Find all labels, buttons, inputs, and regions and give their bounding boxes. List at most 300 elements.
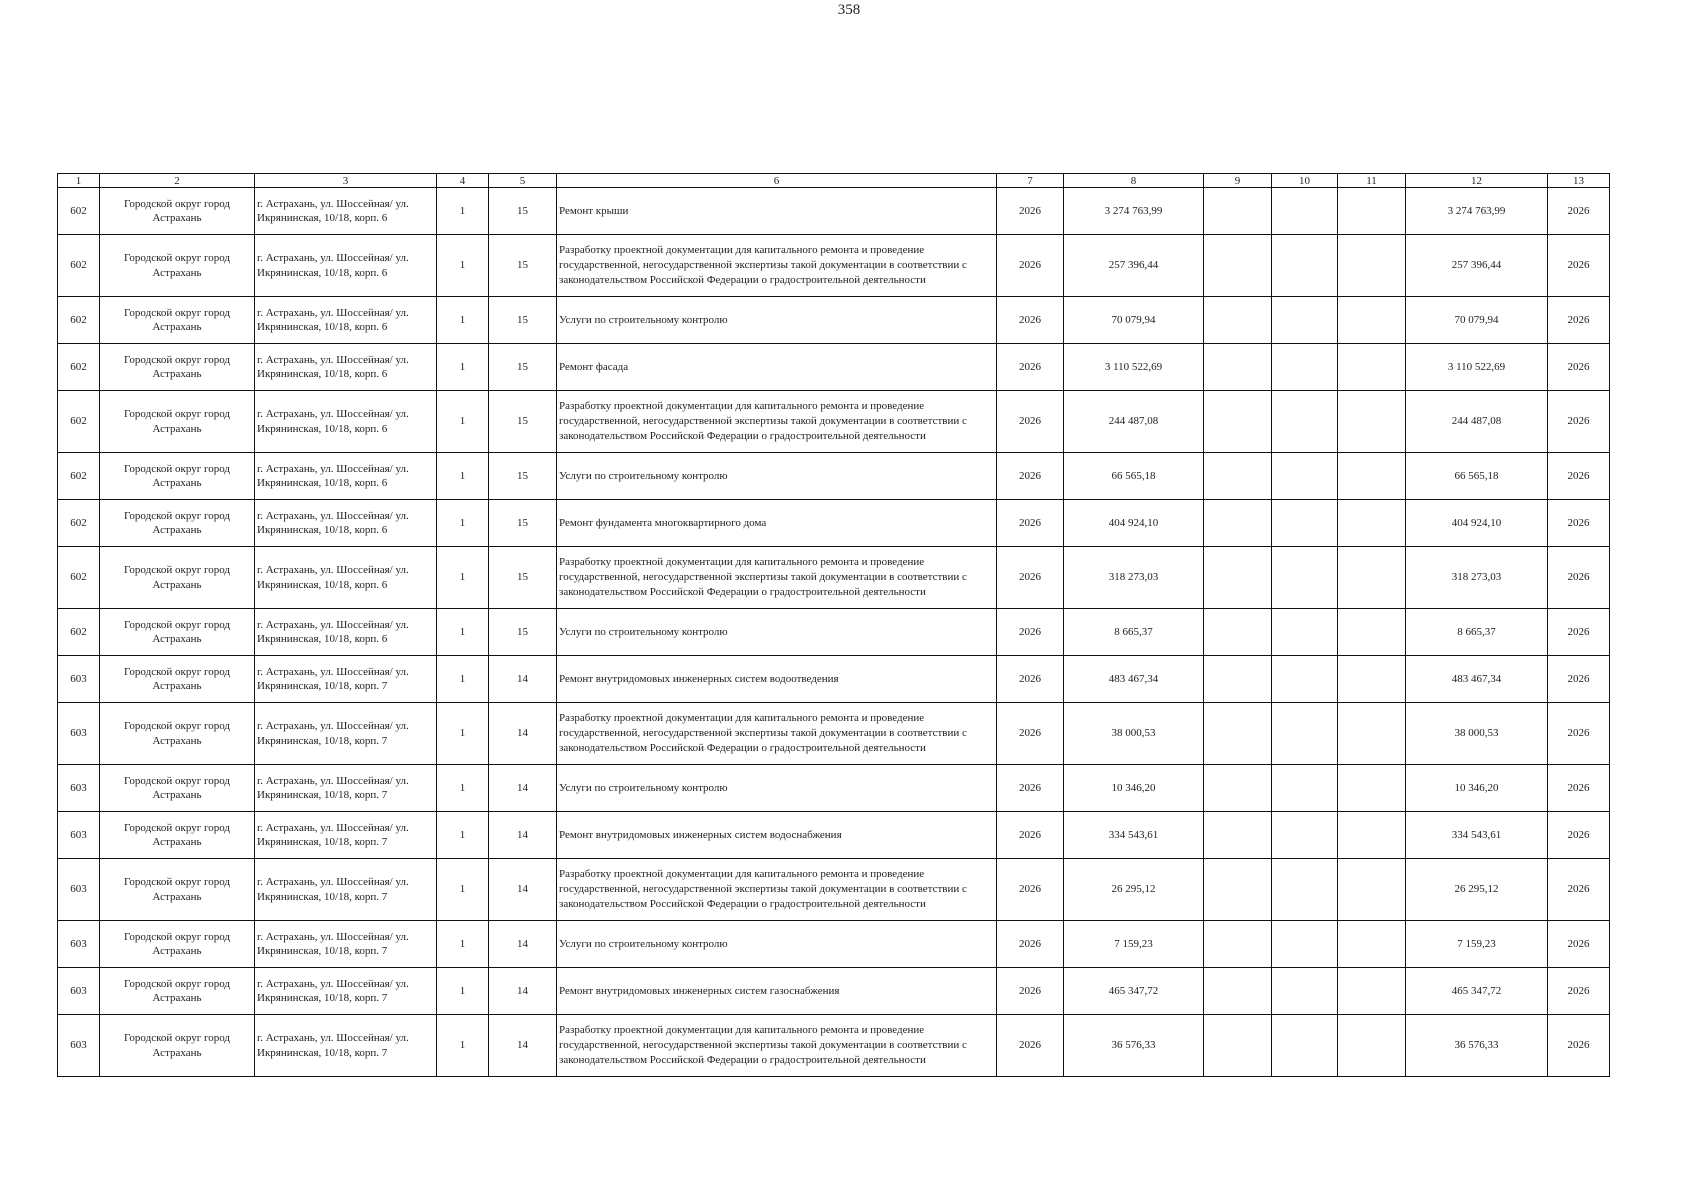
total-cell [1406,656,1548,703]
col10-cell [1272,391,1338,453]
total-text: 465 347,72 [1451,984,1502,997]
completion-year-text: 2026 [1567,360,1590,373]
table-row [58,968,1610,1015]
year-cell [997,609,1064,656]
completion-year-text: 2026 [1567,469,1590,482]
address-cell [255,703,437,765]
work-type-cell [557,656,997,703]
row-number-cell [58,859,100,921]
col9-cell [1204,703,1272,765]
col10-cell [1272,609,1338,656]
col5-text: 14 [517,781,528,794]
col4-cell [437,609,489,656]
col4-text: 1 [459,204,466,217]
work-type-text: Ремонт фундамента многоквартирного дома [559,516,767,529]
address-cell [255,765,437,812]
column-number-row [58,174,1610,188]
year-cell [997,391,1064,453]
address-text: г. Астрахань, ул. Шоссейная/ ул. Икрянинская, 10/18, корп. 7 [257,720,409,747]
address-text: г. Астрахань, ул. Шоссейная/ ул. Икрянинская, 10/18, корп. 6 [257,306,409,333]
work-type-text: Разработку проектной документации для капитального ремонта и проведение государственной, негосударственной экспертизы такой документации в соответствии с законодательством Российской Федерации о градостроительной деятельности [559,556,967,598]
row-number-cell [58,656,100,703]
work-type-cell [557,188,997,235]
address-text: г. Астрахань, ул. Шоссейная/ ул. Икрянинская, 10/18, корп. 6 [257,509,409,536]
completion-year-cell [1548,188,1610,235]
work-type-text: Разработку проектной документации для капитального ремонта и проведение государственной, негосударственной экспертизы такой документации в соответствии с законодательством Российской Федерации о градостроительной деятельности [559,712,967,754]
column-header: 13 [1548,174,1610,188]
row-number-cell [58,344,100,391]
total-cell [1406,391,1548,453]
cost-cell [1064,500,1204,547]
col5-cell [489,609,557,656]
completion-year-cell [1548,609,1610,656]
col5-text: 15 [517,625,528,638]
col11-cell [1338,344,1406,391]
municipality-text: Городской округ город Астрахань [124,618,230,645]
row-number-text: 602 [70,313,87,326]
work-type-cell [557,547,997,609]
municipality-text: Городской округ город Астрахань [124,564,230,591]
row-number-cell [58,297,100,344]
completion-year-cell [1548,859,1610,921]
year-text: 2026 [1019,415,1041,428]
row-number-text: 602 [70,259,87,272]
address-text: г. Астрахань, ул. Шоссейная/ ул. Икрянинская, 10/18, корп. 6 [257,462,409,489]
col10-cell [1272,1015,1338,1077]
col5-cell [489,453,557,500]
year-text: 2026 [1019,360,1041,373]
total-cell [1406,703,1548,765]
address-text: г. Астрахань, ул. Шоссейная/ ул. Икрянинская, 10/18, корп. 6 [257,197,409,224]
row-number-cell [58,547,100,609]
address-cell [255,235,437,297]
column-header: 2 [100,174,255,188]
address-text: г. Астрахань, ул. Шоссейная/ ул. Икрянинская, 10/18, корп. 6 [257,564,409,591]
cost-cell [1064,297,1204,344]
col10-cell [1272,765,1338,812]
col4-text: 1 [459,469,466,482]
cost-text: 66 565,18 [1111,469,1156,482]
address-text: г. Астрахань, ул. Шоссейная/ ул. Икрянинская, 10/18, корп. 7 [257,1032,409,1059]
col5-cell [489,500,557,547]
cost-text: 404 924,10 [1108,516,1159,529]
col5-cell [489,765,557,812]
address-cell [255,547,437,609]
year-text: 2026 [1019,1039,1041,1052]
table-row [58,765,1610,812]
total-cell [1406,500,1548,547]
completion-year-cell [1548,1015,1610,1077]
cost-cell [1064,656,1204,703]
address-text: г. Астрахань, ул. Шоссейная/ ул. Икрянинская, 10/18, корп. 6 [257,408,409,435]
year-cell [997,1015,1064,1077]
col9-cell [1204,235,1272,297]
cost-cell [1064,765,1204,812]
address-text: г. Астрахань, ул. Шоссейная/ ул. Икрянинская, 10/18, корп. 7 [257,821,409,848]
completion-year-text: 2026 [1567,1039,1590,1052]
col10-cell [1272,812,1338,859]
cost-cell [1064,235,1204,297]
total-cell [1406,235,1548,297]
col5-cell [489,188,557,235]
completion-year-cell [1548,656,1610,703]
row-number-text: 602 [70,516,87,529]
year-text: 2026 [1019,469,1041,482]
municipality-cell [100,921,255,968]
address-cell [255,968,437,1015]
col4-text: 1 [459,781,466,794]
col5-text: 15 [517,516,528,529]
address-cell [255,188,437,235]
completion-year-cell [1548,500,1610,547]
address-cell [255,453,437,500]
municipality-cell [100,188,255,235]
col11-cell [1338,500,1406,547]
table-row [58,859,1610,921]
col4-cell [437,235,489,297]
year-cell [997,500,1064,547]
municipality-text: Городской округ город Астрахань [124,353,230,380]
cost-text: 38 000,53 [1111,727,1156,740]
col5-text: 14 [517,1039,528,1052]
row-number-cell [58,235,100,297]
page-number: 358 [837,2,861,18]
col4-cell [437,500,489,547]
col11-cell [1338,235,1406,297]
col4-text: 1 [459,828,466,841]
col10-cell [1272,703,1338,765]
col5-text: 14 [517,727,528,740]
col4-text: 1 [459,937,466,950]
municipality-text: Городской округ город Астрахань [124,821,230,848]
total-text: 70 079,94 [1454,313,1499,326]
col5-cell [489,812,557,859]
cost-cell [1064,859,1204,921]
cost-cell [1064,547,1204,609]
completion-year-cell [1548,921,1610,968]
total-text: 483 467,34 [1451,672,1502,685]
table-row [58,812,1610,859]
cost-cell [1064,968,1204,1015]
year-text: 2026 [1019,516,1041,529]
column-header: 8 [1064,174,1204,188]
address-cell [255,344,437,391]
col4-text: 1 [459,571,466,584]
total-cell [1406,812,1548,859]
cost-cell [1064,1015,1204,1077]
row-number-cell [58,391,100,453]
col11-cell [1338,765,1406,812]
col10-cell [1272,235,1338,297]
col5-cell [489,703,557,765]
completion-year-text: 2026 [1567,984,1590,997]
col5-cell [489,921,557,968]
work-type-cell [557,297,997,344]
table-row [58,547,1610,609]
col5-text: 14 [517,828,528,841]
address-text: г. Астрахань, ул. Шоссейная/ ул. Икрянинская, 10/18, корп. 7 [257,930,409,957]
year-cell [997,703,1064,765]
col5-cell [489,859,557,921]
total-cell [1406,297,1548,344]
municipality-cell [100,859,255,921]
column-header: 5 [489,174,557,188]
total-text: 10 346,20 [1454,781,1499,794]
col4-cell [437,547,489,609]
year-cell [997,547,1064,609]
municipality-text: Городской округ город Астрахань [124,252,230,279]
col9-cell [1204,921,1272,968]
col10-cell [1272,500,1338,547]
address-text: г. Астрахань, ул. Шоссейная/ ул. Икрянинская, 10/18, корп. 6 [257,353,409,380]
row-number-text: 603 [70,883,87,896]
municipality-cell [100,765,255,812]
total-text: 66 565,18 [1454,469,1499,482]
work-type-text: Услуги по строительному контролю [559,781,728,794]
column-header: 9 [1204,174,1272,188]
work-type-cell [557,765,997,812]
capital-repair-table [57,173,1610,1077]
municipality-cell [100,235,255,297]
municipality-cell [100,391,255,453]
completion-year-cell [1548,391,1610,453]
address-cell [255,859,437,921]
cost-text: 318 273,03 [1108,571,1159,584]
col11-cell [1338,703,1406,765]
table-row [58,188,1610,235]
col9-cell [1204,547,1272,609]
table-row [58,235,1610,297]
row-number-cell [58,921,100,968]
work-type-cell [557,609,997,656]
row-number-cell [58,765,100,812]
total-cell [1406,547,1548,609]
col5-text: 15 [517,313,528,326]
col4-text: 1 [459,625,466,638]
work-type-cell [557,344,997,391]
col5-cell [489,968,557,1015]
completion-year-cell [1548,453,1610,500]
total-cell [1406,859,1548,921]
year-cell [997,188,1064,235]
work-type-cell [557,453,997,500]
completion-year-cell [1548,235,1610,297]
total-text: 26 295,12 [1454,883,1499,896]
municipality-cell [100,609,255,656]
municipality-cell [100,297,255,344]
cost-cell [1064,453,1204,500]
completion-year-cell [1548,765,1610,812]
col4-text: 1 [459,415,466,428]
col5-cell [489,297,557,344]
municipality-cell [100,344,255,391]
col5-text: 14 [517,937,528,950]
address-text: г. Астрахань, ул. Шоссейная/ ул. Икрянинская, 10/18, корп. 6 [257,618,409,645]
year-cell [997,235,1064,297]
col4-cell [437,453,489,500]
completion-year-text: 2026 [1567,571,1590,584]
row-number-text: 602 [70,469,87,482]
year-text: 2026 [1019,984,1041,997]
completion-year-text: 2026 [1567,937,1590,950]
work-type-text: Услуги по строительному контролю [559,625,728,638]
table-row [58,703,1610,765]
col5-text: 15 [517,415,528,428]
year-text: 2026 [1019,625,1041,638]
col4-cell [437,656,489,703]
col11-cell [1338,547,1406,609]
row-number-text: 602 [70,415,87,428]
cost-cell [1064,703,1204,765]
total-text: 334 543,61 [1451,828,1502,841]
work-type-text: Услуги по строительному контролю [559,469,728,482]
col9-cell [1204,453,1272,500]
address-cell [255,656,437,703]
row-number-text: 603 [70,828,87,841]
work-type-cell [557,859,997,921]
col5-text: 15 [517,469,528,482]
address-cell [255,812,437,859]
col9-cell [1204,344,1272,391]
col4-text: 1 [459,313,466,326]
col10-cell [1272,921,1338,968]
municipality-cell [100,1015,255,1077]
row-number-text: 603 [70,984,87,997]
column-header: 1 [58,174,100,188]
cost-text: 244 487,08 [1108,415,1159,428]
row-number-cell [58,453,100,500]
cost-text: 3 110 522,69 [1104,360,1163,373]
cost-text: 334 543,61 [1108,828,1159,841]
municipality-cell [100,812,255,859]
year-cell [997,656,1064,703]
work-type-cell [557,500,997,547]
row-number-cell [58,703,100,765]
municipality-cell [100,500,255,547]
col10-cell [1272,344,1338,391]
column-header: 3 [255,174,437,188]
total-cell [1406,1015,1548,1077]
row-number-cell [58,968,100,1015]
col10-cell [1272,297,1338,344]
municipality-text: Городской округ город Астрахань [124,930,230,957]
cost-text: 465 347,72 [1108,984,1159,997]
work-type-cell [557,812,997,859]
col11-cell [1338,453,1406,500]
column-header: 11 [1338,174,1406,188]
column-header: 7 [997,174,1064,188]
work-type-text: Ремонт внутридомовых инженерных систем водоотведения [559,672,839,685]
year-cell [997,297,1064,344]
row-number-text: 603 [70,937,87,950]
completion-year-cell [1548,812,1610,859]
col11-cell [1338,1015,1406,1077]
work-type-cell [557,968,997,1015]
municipality-text: Городской округ город Астрахань [124,408,230,435]
cost-text: 10 346,20 [1111,781,1156,794]
completion-year-text: 2026 [1567,259,1590,272]
cost-cell [1064,188,1204,235]
cost-text: 3 274 763,99 [1104,204,1163,217]
col4-text: 1 [459,984,466,997]
year-text: 2026 [1019,883,1041,896]
cost-cell [1064,812,1204,859]
total-cell [1406,188,1548,235]
table-row [58,609,1610,656]
col10-cell [1272,547,1338,609]
work-type-text: Разработку проектной документации для капитального ремонта и проведение государственной, негосударственной экспертизы такой документации в соответствии с законодательством Российской Федерации о градостроительной деятельности [559,400,967,442]
completion-year-cell [1548,547,1610,609]
total-cell [1406,344,1548,391]
work-type-text: Разработку проектной документации для капитального ремонта и проведение государственной, негосударственной экспертизы такой документации в соответствии с законодательством Российской Федерации о градостроительной деятельности [559,868,967,910]
municipality-text: Городской округ город Астрахань [124,665,230,692]
address-text: г. Астрахань, ул. Шоссейная/ ул. Икрянинская, 10/18, корп. 7 [257,977,409,1004]
col5-text: 15 [517,571,528,584]
municipality-text: Городской округ город Астрахань [124,509,230,536]
address-text: г. Астрахань, ул. Шоссейная/ ул. Икрянинская, 10/18, корп. 7 [257,774,409,801]
col5-cell [489,547,557,609]
municipality-cell [100,703,255,765]
row-number-text: 602 [70,360,87,373]
municipality-text: Городской округ город Астрахань [124,977,230,1004]
col9-cell [1204,859,1272,921]
col10-cell [1272,968,1338,1015]
work-type-text: Разработку проектной документации для капитального ремонта и проведение государственной, негосударственной экспертизы такой документации в соответствии с законодательством Российской Федерации о градостроительной деятельности [559,244,967,286]
table-row [58,344,1610,391]
col4-cell [437,703,489,765]
municipality-text: Городской округ город Астрахань [124,306,230,333]
col9-cell [1204,1015,1272,1077]
row-number-cell [58,188,100,235]
col10-cell [1272,188,1338,235]
row-number-text: 602 [70,204,87,217]
total-text: 318 273,03 [1451,571,1502,584]
col4-cell [437,1015,489,1077]
col4-cell [437,812,489,859]
column-header: 4 [437,174,489,188]
column-header: 12 [1406,174,1548,188]
column-header: 10 [1272,174,1338,188]
year-cell [997,765,1064,812]
work-type-cell [557,703,997,765]
total-text: 404 924,10 [1451,516,1502,529]
work-type-text: Разработку проектной документации для капитального ремонта и проведение государственной, негосударственной экспертизы такой документации в соответствии с законодательством Российской Федерации о градостроительной деятельности [559,1024,967,1066]
table-row [58,391,1610,453]
total-cell [1406,609,1548,656]
col9-cell [1204,765,1272,812]
row-number-cell [58,500,100,547]
address-cell [255,921,437,968]
col11-cell [1338,297,1406,344]
municipality-text: Городской округ город Астрахань [124,1032,230,1059]
row-number-text: 603 [70,672,87,685]
total-text: 3 274 763,99 [1447,204,1506,217]
address-cell [255,609,437,656]
total-cell [1406,968,1548,1015]
col11-cell [1338,391,1406,453]
col11-cell [1338,921,1406,968]
address-cell [255,1015,437,1077]
col4-cell [437,765,489,812]
year-cell [997,921,1064,968]
completion-year-text: 2026 [1567,727,1590,740]
completion-year-text: 2026 [1567,313,1590,326]
municipality-cell [100,968,255,1015]
col9-cell [1204,297,1272,344]
completion-year-text: 2026 [1567,781,1590,794]
year-text: 2026 [1019,828,1041,841]
row-number-text: 603 [70,781,87,794]
